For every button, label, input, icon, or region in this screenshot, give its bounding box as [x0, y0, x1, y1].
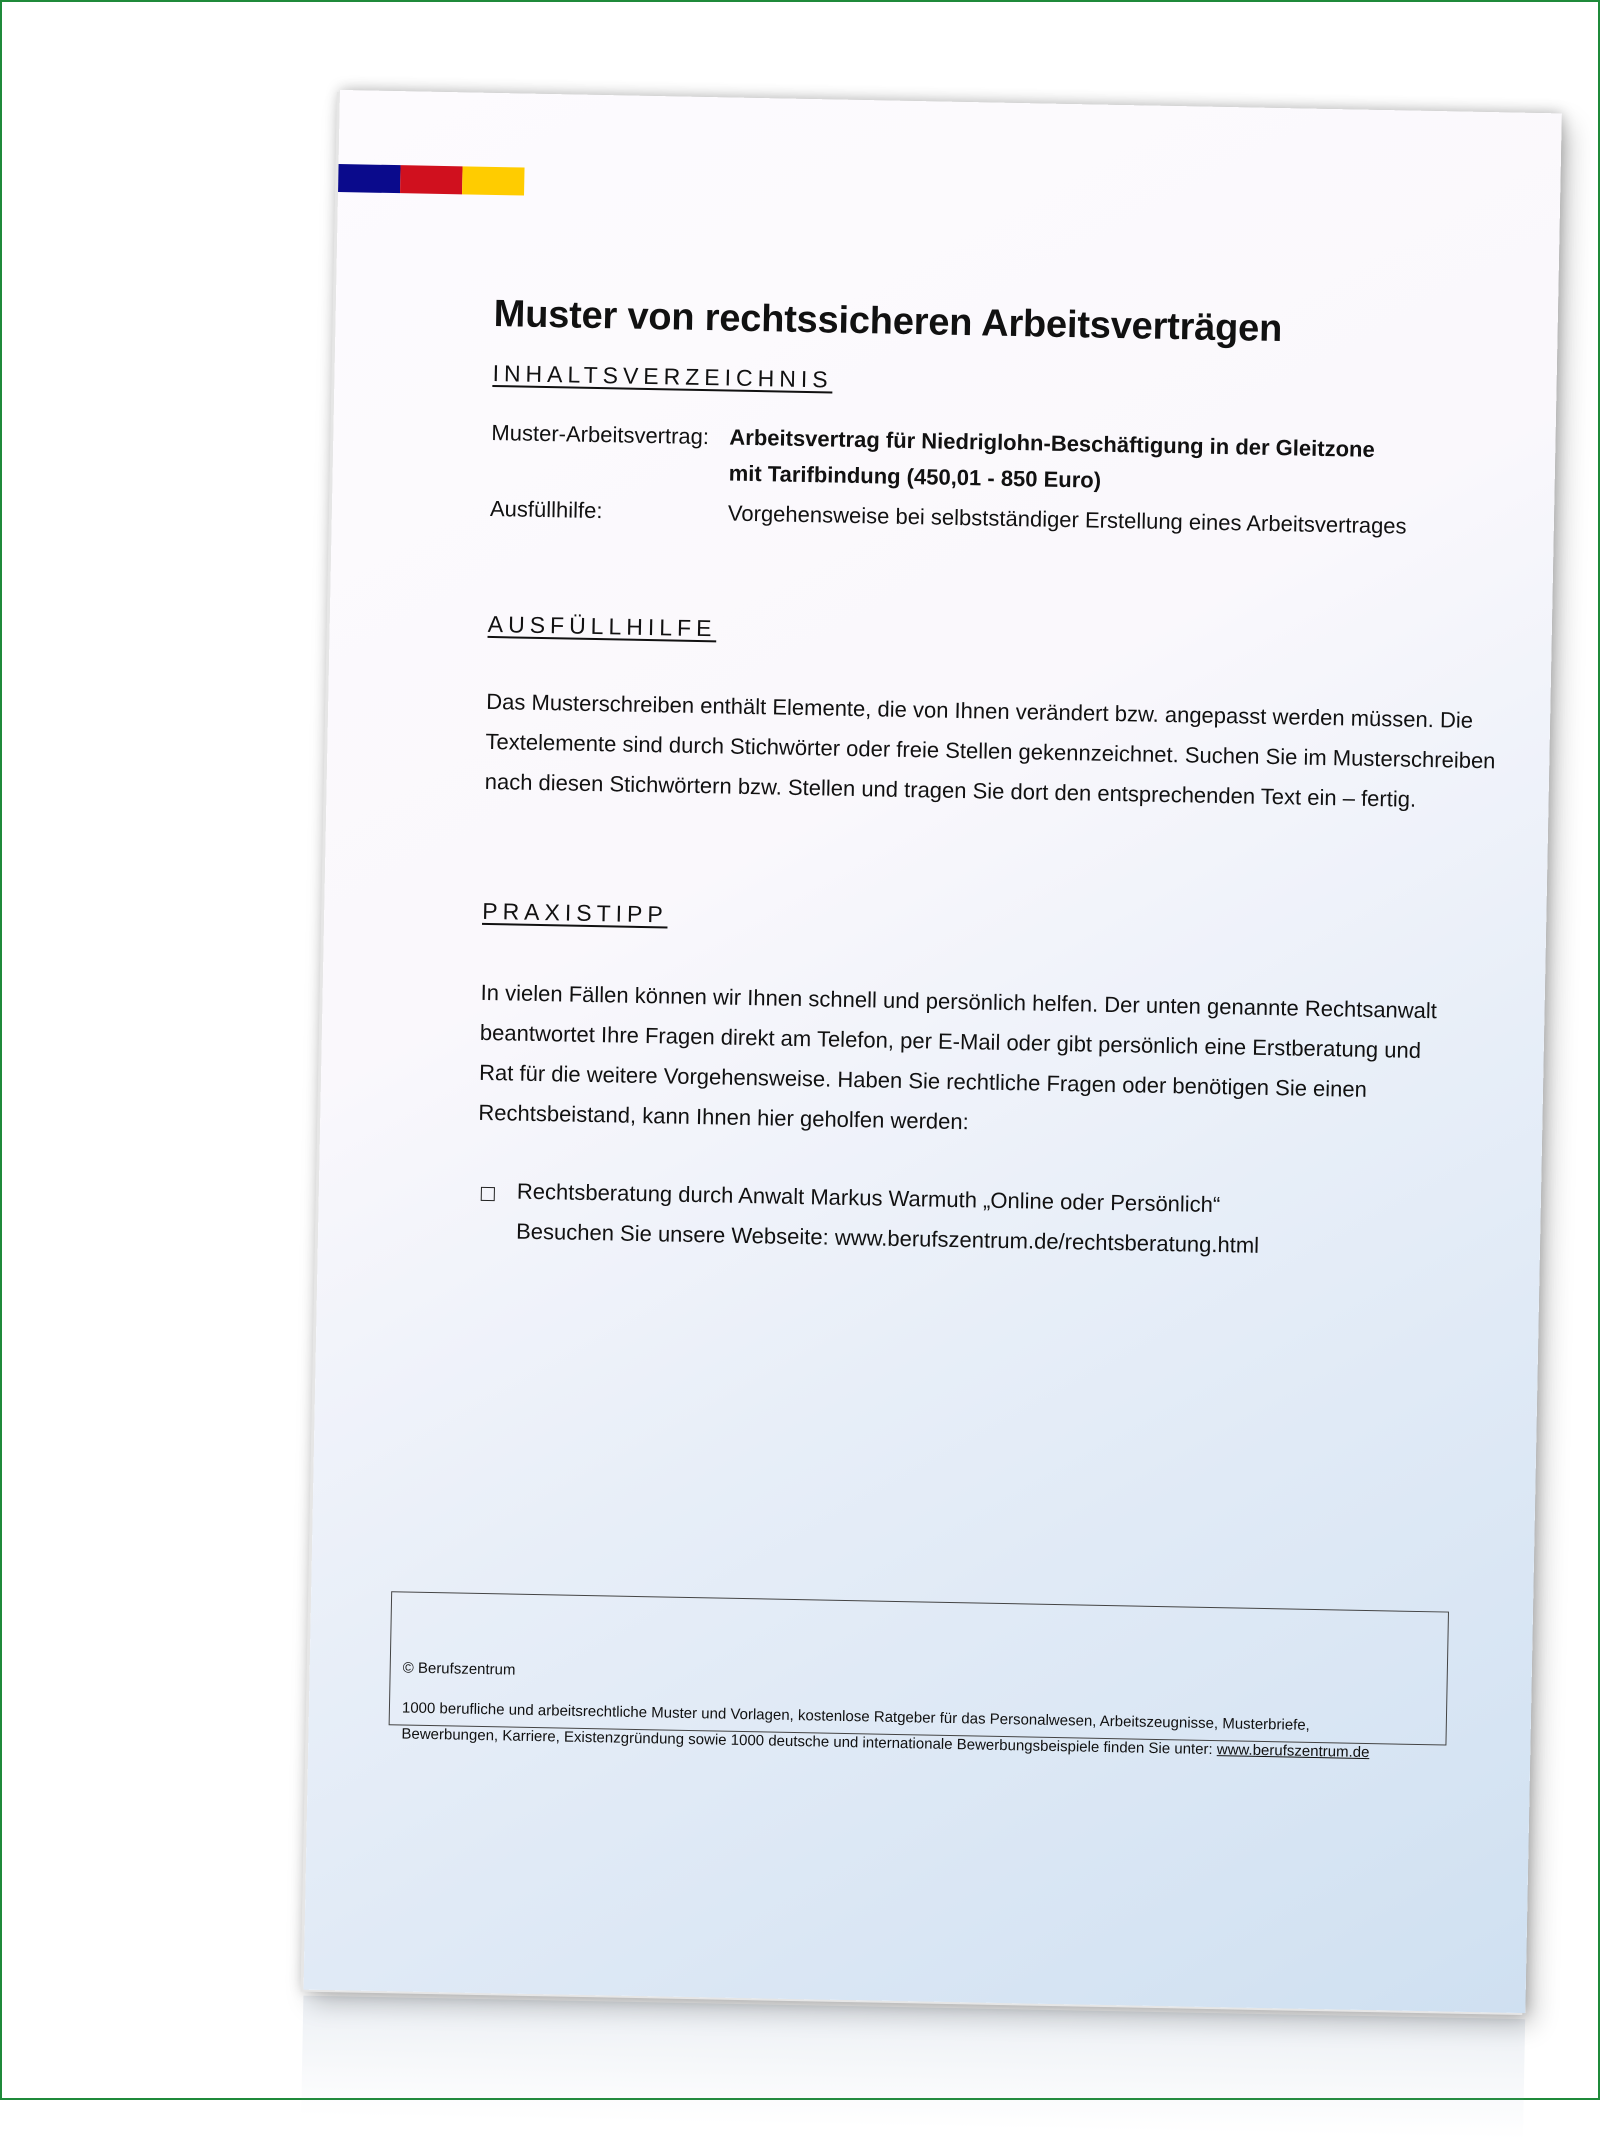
toc-value-line: mit Tarifbindung (450,01 - 850 Euro) — [728, 460, 1102, 493]
footer-box — [389, 1591, 1449, 1762]
document-content — [476, 293, 1514, 1270]
table-of-contents — [490, 415, 1512, 547]
ausfuellhilfe-heading: AUSFÜLLHILFE — [487, 610, 717, 642]
color-bar-yellow — [462, 166, 525, 195]
checkbox-bullet-icon — [481, 1187, 495, 1201]
document-page — [304, 90, 1562, 2013]
footer-line-text: Bewerbungen, Karriere, Existenzgründung sowie 1000 deutsche und internationale Bewerbungsbeispiele finden Sie unter: — [401, 1725, 1218, 1759]
toc-value — [728, 420, 1511, 507]
bullet-line: Besuchen Sie unsere Webseite: www.berufszentrum.de/rechtsberatung.html — [515, 1218, 1260, 1258]
paragraph-line: beantwortet Ihre Fragen direkt am Telefon, per E-Mail oder gibt persönlich eine Erstberatung und — [479, 1019, 1422, 1063]
toc-label: Muster-Arbeitsvertrag: — [491, 419, 710, 450]
toc-value: Vorgehensweise bei selbstständiger Erstellung eines Arbeitsvertrages — [727, 500, 1407, 539]
bullet-line: Rechtsberatung durch Anwalt Markus Warmuth „Online oder Persönlich“ — [516, 1178, 1221, 1218]
praxistipp-paragraph — [478, 973, 1501, 1153]
document-page-wrapper — [304, 90, 1562, 2013]
toc-value-line: Arbeitsvertrag für Niedriglohn-Beschäftigung in der Gleitzone — [729, 424, 1375, 462]
praxistipp-heading: PRAXISTIPP — [482, 897, 668, 928]
toc-label: Ausfüllhilfe: — [489, 495, 603, 524]
toc-heading: INHALTSVERZEICHNIS — [492, 359, 833, 393]
color-bar-red — [400, 165, 463, 194]
paragraph-line: Das Musterschreiben enthält Elemente, die von Ihnen verändert bzw. angepasst werden müssen. Die — [486, 688, 1474, 733]
document-title: Muster von rechtssicheren Arbeitsverträgen — [493, 292, 1283, 351]
paragraph-line: Textelemente sind durch Stichwörter oder freie Stellen gekennzeichnet. Suchen Sie im Musterschreiben — [485, 728, 1496, 774]
brand-color-bar — [338, 164, 525, 196]
paragraph-line: Rat für die weitere Vorgehensweise. Haben Sie rechtliche Fragen oder benötigen Sie einen — [478, 1059, 1368, 1102]
color-bar-blue — [338, 164, 401, 193]
footer-website-link[interactable]: www.berufszentrum.de — [1216, 1741, 1370, 1762]
footer-line: 1000 berufliche und arbeitsrechtliche Muster und Vorlagen, kostenlose Ratgeber für das Personalwesen, Arbeitszeugnisse, Musterbriefe, — [401, 1699, 1310, 1734]
paragraph-line: Rechtsbeistand, kann Ihnen hier geholfen werden: — [478, 1099, 970, 1135]
legal-advice-bullet — [476, 1171, 1497, 1271]
bullet-text — [516, 1172, 1260, 1266]
paragraph-line: In vielen Fällen können wir Ihnen schnell und persönlich helfen. Der unten genannte Rechtsanwalt — [480, 979, 1438, 1024]
paragraph-line: nach diesen Stichwörtern bzw. Stellen und tragen Sie dort den entsprechenden Text ein – fertig. — [484, 768, 1417, 812]
ausfuellhilfe-paragraph — [484, 682, 1506, 822]
footer-copyright: © Berufszentrum — [402, 1659, 516, 1679]
page-reflection — [301, 1996, 1525, 2139]
toc-row — [490, 415, 1511, 507]
